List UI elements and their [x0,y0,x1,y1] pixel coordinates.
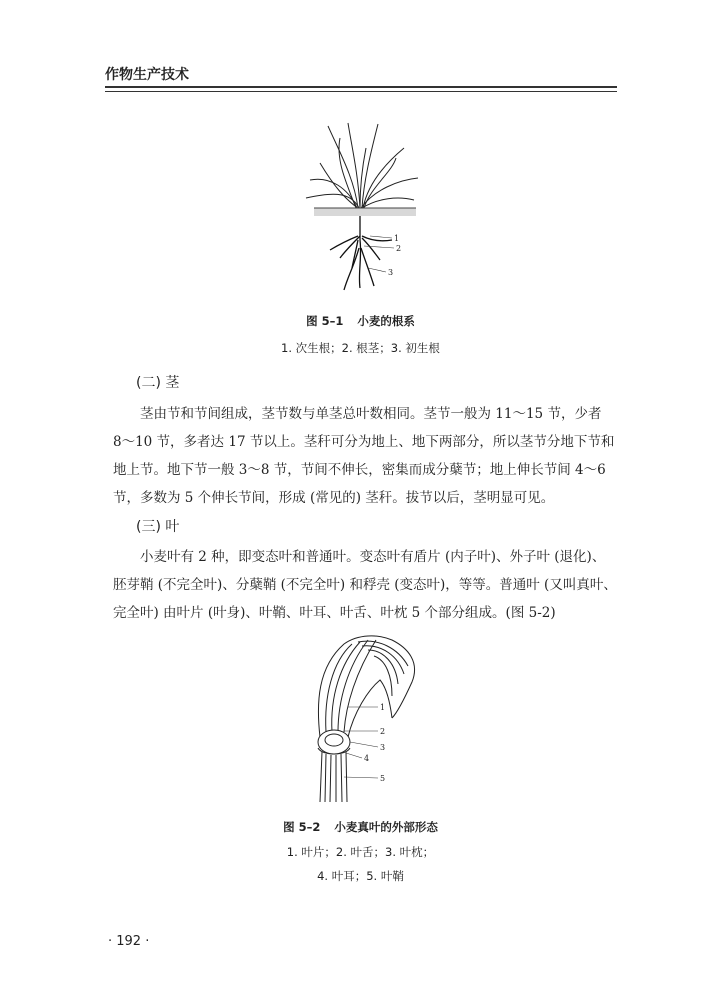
leaf-sheath-drawing [320,752,347,802]
soil-surface-drawing [314,208,416,216]
figure1-caption-number: 图 5–1 [306,314,344,328]
figure1-label-2: 2 [396,244,402,253]
running-header: 作物生产技术 [105,67,189,83]
wheat-leaves-drawing [306,123,418,208]
paragraph-line: 节，多数为 5 个伸长节间，形成 (常见的) 茎秆。拔节以后，茎明显可见。 [113,490,555,506]
figure1-caption [0,313,721,329]
paragraph-line: 胚芽鞘 (不完全叶)、分蘖鞘 (不完全叶) 和稃壳 (变态叶)，等等。普通叶 (又叫真叶、 [113,577,617,593]
leaf-blade-drawing [318,636,414,737]
figure2-label-4: 4 [364,754,370,763]
figure2-label-5: 5 [380,774,386,783]
figure2-label-1: 1 [380,703,386,712]
figure1-label-3: 3 [388,268,394,277]
page-number: · 192 · [108,934,150,949]
header-rule-thick [105,86,617,88]
figure1-leader-lines [364,236,394,272]
figure-wheat-root-system [300,118,430,303]
figure2-legend-line2: 4. 叶耳；5. 叶鞘 [317,869,404,883]
figure1-caption-text: 小麦的根系 [357,314,415,328]
paragraph-line: 8～10 节，多者达 17 节以上。茎秆可分为地上、地下两部分，所以茎节分地下节和 [113,434,615,450]
section-heading-stem: (二) 茎 [136,375,180,391]
header-rule-thin [105,91,617,92]
paragraph-line: 茎由节和节间组成，茎节数与单茎总叶数相同。茎节一般为 11～15 节，少者 [140,406,602,422]
paragraph-line: 完全叶) 由叶片 (叶身)、叶鞘、叶耳、叶舌、叶枕 5 个部分组成。(图 5-2) [113,605,556,621]
paragraph-line: 小麦叶有 2 种，即变态叶和普通叶。变态叶有盾片 (内子叶)、外子叶 (退化)、 [140,549,606,565]
figure2-caption-number: 图 5–2 [283,820,321,834]
roots-drawing [330,216,392,290]
figure2-label-3: 3 [380,743,386,752]
figure-wheat-true-leaf [298,632,428,807]
paragraph-stem [113,400,613,512]
figure2-caption-text: 小麦真叶的外部形态 [334,820,438,834]
leaf-collar-drawing [318,730,350,754]
figure2-caption [0,819,721,835]
paragraph-line: 地上节。地下节一般 3～8 节，节间不伸长，密集而成分蘖节；地上伸长节间 4～6 [113,462,606,478]
figure1-legend: 1. 次生根；2. 根茎；3. 初生根 [281,341,440,355]
paragraph-leaf [113,543,617,627]
figure1-label-1: 1 [394,234,400,243]
figure2-label-2: 2 [380,727,386,736]
figure2-legend-line1: 1. 叶片；2. 叶舌；3. 叶枕； [286,845,435,859]
section-heading-leaf: (三) 叶 [136,519,180,535]
